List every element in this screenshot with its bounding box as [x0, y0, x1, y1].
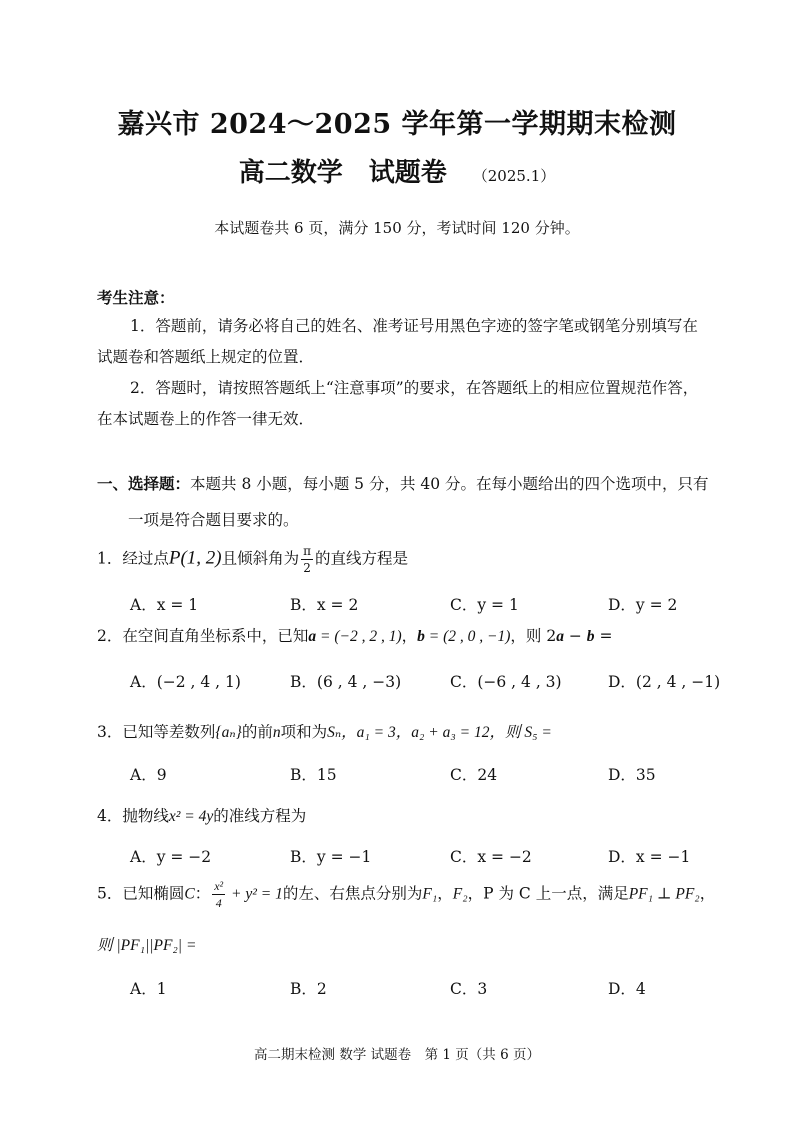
q3-option-c: C．24 [450, 766, 498, 784]
section-1-label: 一、选择题： [97, 474, 191, 493]
q3-option-d: D．35 [608, 766, 656, 784]
section-1-header [97, 472, 709, 494]
q5-text-2: ，P 为 C 上一点，满足 [467, 884, 629, 903]
q2-option-a: A．(−2 , 4 , 1) [130, 673, 241, 691]
q1-angle-den: 2 [303, 561, 311, 575]
q1-angle-fraction [301, 545, 313, 574]
exam-info: 本试题卷共 6 页，满分 150 分，考试时间 120 分钟。 [214, 219, 580, 237]
q3-option-a: A．9 [130, 766, 167, 784]
notice-heading: 考生注意： [97, 288, 175, 307]
question-2 [97, 624, 612, 646]
q3-option-b: B．15 [290, 766, 337, 784]
q4-option-a: A．y = −2 [130, 848, 212, 866]
q1-option-d: D．y = 2 [608, 596, 678, 614]
q2-vector-b: b [417, 628, 425, 645]
q3-n: n [272, 724, 281, 741]
q5-option-d: D．4 [608, 980, 646, 998]
q4-suffix: 的准线方程为 [213, 807, 307, 825]
question-1 [97, 545, 408, 574]
q5-option-b: B．2 [290, 980, 327, 998]
q3-prefix: 3．已知等差数列 [97, 723, 216, 741]
q2-vector-a: a [308, 628, 317, 645]
q1-option-c: C．y = 1 [450, 596, 519, 614]
q5-option-a: A．1 [130, 980, 167, 998]
section-1-desc-line-1: 本题共 8 小题，每小题 5 分，共 40 分。在每小题给出的四个选项中，只有 [190, 475, 709, 493]
q2-vector-b-value: = (2 , 0 , −1) [424, 628, 511, 645]
q3-mid: 的前 [241, 723, 273, 741]
q3-sequence: {aₙ} [215, 724, 242, 741]
q4-option-d: D．x = −1 [608, 848, 691, 866]
q2-sep: ， [401, 627, 418, 645]
q5-tail: ， [699, 884, 716, 903]
notice-item-2-line-1: 2．答题时，请按照答题纸上“注意事项”的要求，在答题纸上的相应位置规范作答， [130, 379, 699, 397]
exam-subtitle [0, 152, 794, 189]
q2-ask-a: a [556, 628, 564, 645]
question-5 [97, 880, 715, 909]
q5-perp: PF₁ ⊥ PF₂ [628, 885, 700, 903]
section-1-desc-line-2: 一项是符合题目要求的。 [128, 511, 299, 529]
q5-fraction [212, 880, 225, 909]
page-footer: 高二期末检测 数学 试题卷 第 1 页（共 6 页） [254, 1047, 540, 1063]
q2-option-c: C．(−6 , 4 , 3) [450, 673, 562, 691]
q1-mid: 且倾斜角为 [221, 549, 300, 568]
q1-option-b: B．x = 2 [290, 596, 359, 614]
q3-sn: Sₙ [327, 724, 342, 741]
q4-option-c: C．x = −2 [450, 848, 532, 866]
exam-title: 嘉兴市 2024～2025 学年第一学期期末检测 [117, 109, 677, 140]
q1-suffix: 的直线方程是 [315, 549, 409, 568]
q5-text-1: 的左、右焦点分别为 [282, 884, 423, 903]
q2-vector-a-value: = (−2 , 2 , 1) [316, 628, 402, 645]
q2-option-b: B．(6 , 4 , −3) [290, 673, 402, 691]
q1-angle-num: π [303, 544, 312, 558]
notice-item-1-line-2: 试题卷和答题纸上规定的位置． [97, 348, 315, 366]
notice-item-1-line-1: 1．答题前，请务必将自己的姓名、准考证号用黑色字迹的签字笔或钢笔分别填写在 [130, 317, 698, 335]
q5-frac-den: 4 [215, 896, 222, 910]
question-3 [97, 720, 552, 742]
q3-ask: ，则 S₅ = [489, 724, 552, 741]
q1-prefix: 1．经过点 [97, 549, 169, 568]
q3-mid2: 项和为 [280, 723, 328, 741]
q4-prefix: 4．抛物线 [97, 807, 169, 825]
q2-ask-minus: − [563, 627, 587, 645]
exam-date: （2025.1） [472, 167, 556, 185]
q2-option-d: D．(2 , 4 , −1) [608, 673, 721, 691]
subject-title: 高二数学 试题卷 [238, 158, 447, 188]
q5-ellipse-name: C [184, 885, 195, 903]
q1-point: P(1, 2) [168, 547, 222, 569]
q2-prefix: 2．在空间直角坐标系中，已知 [97, 627, 309, 645]
q2-ask-pre: ，则 2 [510, 627, 557, 645]
q5-comma: ， [437, 884, 453, 903]
q5-f1: F₁ [422, 885, 438, 903]
q2-ask-eq: = [594, 627, 613, 645]
q5-prefix: 5．已知椭圆 [97, 884, 185, 903]
question-4 [97, 804, 306, 826]
q2-ask-b: b [586, 628, 595, 645]
q5-colon: ： [194, 884, 211, 903]
q5-line-2: 则 |PF₁||PF₂| = [97, 937, 197, 954]
q3-cond-1: ，a₁ = 3 [341, 724, 396, 741]
q4-option-b: B．y = −1 [290, 848, 372, 866]
q3-cond-2: ，a₂ + a₃ = 12 [395, 724, 490, 741]
q1-option-a: A．x = 1 [130, 596, 199, 614]
q4-equation: x² = 4y [168, 808, 214, 825]
q5-equation-rest: + y² = 1 [227, 885, 283, 903]
q5-f2: F₂ [452, 885, 468, 903]
q5-frac-num: x² [214, 879, 224, 893]
notice-item-2-line-2: 在本试题卷上的作答一律无效． [97, 410, 315, 428]
q5-option-c: C．3 [450, 980, 488, 998]
